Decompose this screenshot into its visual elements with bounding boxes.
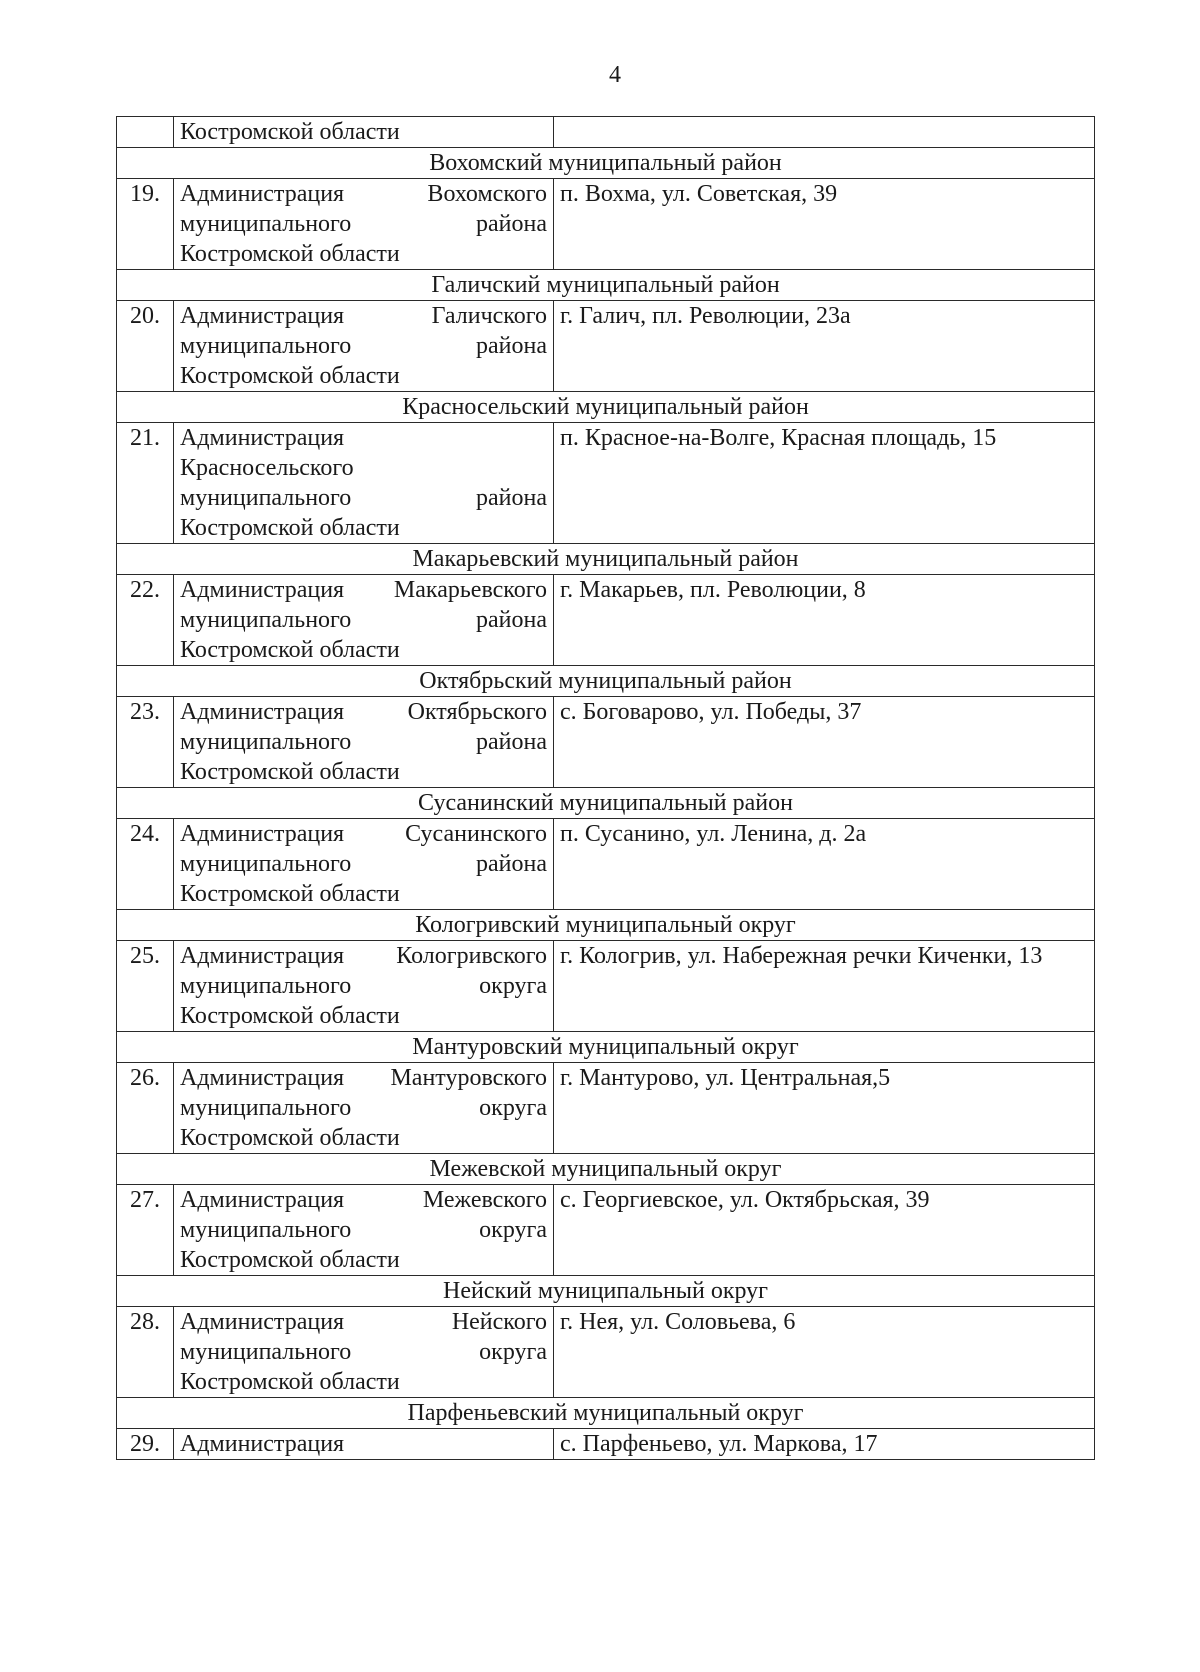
row-number: 22.: [117, 575, 174, 666]
administrations-table: [116, 116, 1095, 1460]
organization-name-line: Костромской области: [180, 241, 400, 267]
organization-name-cell: [174, 819, 554, 910]
organization-name-cell: Костромской области: [174, 117, 554, 148]
organization-name-line: Костромской области: [180, 1369, 400, 1395]
organization-name-line: муниципального округа: [180, 973, 547, 999]
organization-name-line: муниципального округа: [180, 1217, 547, 1243]
organization-name-line: Костромской области: [180, 1247, 400, 1273]
row-number: 29.: [117, 1429, 174, 1460]
organization-name-line: муниципального округа: [180, 1095, 547, 1121]
organization-name-cell: [174, 179, 554, 270]
organization-name-cell: [174, 301, 554, 392]
table-row: [117, 1063, 1095, 1154]
row-number-cell: [117, 117, 174, 148]
district-name: Нейский муниципальный округ: [117, 1276, 1095, 1307]
row-number: 28.: [117, 1307, 174, 1398]
table-row: [117, 1185, 1095, 1276]
organization-name-line: Красносельского: [180, 455, 354, 481]
district-header-row: [117, 544, 1095, 575]
table-row: [117, 819, 1095, 910]
district-name: Сусанинский муниципальный район: [117, 788, 1095, 819]
row-number: 27.: [117, 1185, 174, 1276]
page-number: 4: [609, 62, 621, 88]
table-row: [117, 1429, 1095, 1460]
district-name: Вохомский муниципальный район: [117, 148, 1095, 179]
district-header-row: [117, 788, 1095, 819]
organization-name-line: Администрация Галичского: [180, 303, 547, 329]
table-row: [117, 575, 1095, 666]
table-row: [117, 423, 1095, 544]
organization-name-line: муниципального района: [180, 485, 547, 511]
organization-name-line: Администрация Кологривского: [180, 943, 547, 969]
organization-name-line: Администрация: [180, 1431, 345, 1457]
table-row: [117, 179, 1095, 270]
table-body: [117, 117, 1095, 1460]
district-name: Кологривский муниципальный округ: [117, 910, 1095, 941]
address-cell: с. Парфеньево, ул. Маркова, 17: [554, 1429, 1095, 1460]
address-cell: с. Георгиевское, ул. Октябрьская, 39: [554, 1185, 1095, 1276]
row-number: 21.: [117, 423, 174, 544]
organization-name-line: Администрация: [180, 425, 345, 451]
district-name: Макарьевский муниципальный район: [117, 544, 1095, 575]
organization-name-cell: [174, 1063, 554, 1154]
organization-name-line: Костромской области: [180, 515, 400, 541]
organization-name-cell: [174, 1185, 554, 1276]
address-cell: с. Боговарово, ул. Победы, 37: [554, 697, 1095, 788]
district-header-row: [117, 1154, 1095, 1185]
organization-name-line: Костромской области: [180, 1003, 400, 1029]
address-cell: п. Вохма, ул. Советская, 39: [554, 179, 1095, 270]
row-number: 26.: [117, 1063, 174, 1154]
district-header-row: [117, 270, 1095, 301]
organization-name-line: Администрация Макарьевского: [180, 577, 547, 603]
organization-name-line: Костромской области: [180, 1125, 400, 1151]
organization-name-line: муниципального района: [180, 851, 547, 877]
organization-name-cell: [174, 941, 554, 1032]
organization-name-line: муниципального округа: [180, 1339, 547, 1365]
row-number: 19.: [117, 179, 174, 270]
organization-name-cell: [174, 575, 554, 666]
table-row: [117, 697, 1095, 788]
organization-name-cell: [174, 423, 554, 544]
table-row-continuation: [117, 117, 1095, 148]
organization-name-cell: [174, 1429, 554, 1460]
organization-name-cell: [174, 697, 554, 788]
row-number: 25.: [117, 941, 174, 1032]
organization-name-line: Костромской области: [180, 637, 400, 663]
district-name: Галичский муниципальный район: [117, 270, 1095, 301]
address-cell: г. Мантурово, ул. Центральная,5: [554, 1063, 1095, 1154]
district-header-row: [117, 910, 1095, 941]
district-header-row: [117, 1398, 1095, 1429]
table-row: [117, 301, 1095, 392]
table-row: [117, 1307, 1095, 1398]
district-name: Октябрьский муниципальный район: [117, 666, 1095, 697]
organization-name-line: Костромской области: [180, 881, 400, 907]
organization-name-line: муниципального района: [180, 211, 547, 237]
address-cell: [554, 117, 1095, 148]
organization-name-line: Администрация Октябрьского: [180, 699, 547, 725]
district-name: Красносельский муниципальный район: [117, 392, 1095, 423]
organization-name-line: Костромской области: [180, 759, 400, 785]
organization-name-line: Администрация Мантуровского: [180, 1065, 547, 1091]
district-name: Межевской муниципальный округ: [117, 1154, 1095, 1185]
district-name: Мантуровский муниципальный округ: [117, 1032, 1095, 1063]
organization-name-line: Костромской области: [180, 363, 400, 389]
district-header-row: [117, 148, 1095, 179]
organization-name-line: муниципального района: [180, 729, 547, 755]
district-header-row: [117, 392, 1095, 423]
address-cell: г. Макарьев, пл. Революции, 8: [554, 575, 1095, 666]
district-name: Парфеньевский муниципальный округ: [117, 1398, 1095, 1429]
address-cell: г. Галич, пл. Революции, 23а: [554, 301, 1095, 392]
address-cell: г. Нея, ул. Соловьева, 6: [554, 1307, 1095, 1398]
district-header-row: [117, 1032, 1095, 1063]
district-header-row: [117, 1276, 1095, 1307]
organization-name-line: Администрация Межевского: [180, 1187, 547, 1213]
organization-name-line: Администрация Вохомского: [180, 181, 547, 207]
table-row: [117, 941, 1095, 1032]
district-header-row: [117, 666, 1095, 697]
address-cell: п. Красное-на-Волге, Красная площадь, 15: [554, 423, 1095, 544]
row-number: 20.: [117, 301, 174, 392]
organization-name-line: муниципального района: [180, 333, 547, 359]
row-number: 23.: [117, 697, 174, 788]
organization-name-line: муниципального района: [180, 607, 547, 633]
organization-name-line: Администрация Нейского: [180, 1309, 547, 1335]
address-cell: п. Сусанино, ул. Ленина, д. 2а: [554, 819, 1095, 910]
address-cell: г. Кологрив, ул. Набережная речки Киченки, 13: [554, 941, 1095, 1032]
organization-name-line: Администрация Сусанинского: [180, 821, 547, 847]
row-number: 24.: [117, 819, 174, 910]
organization-name-cell: [174, 1307, 554, 1398]
